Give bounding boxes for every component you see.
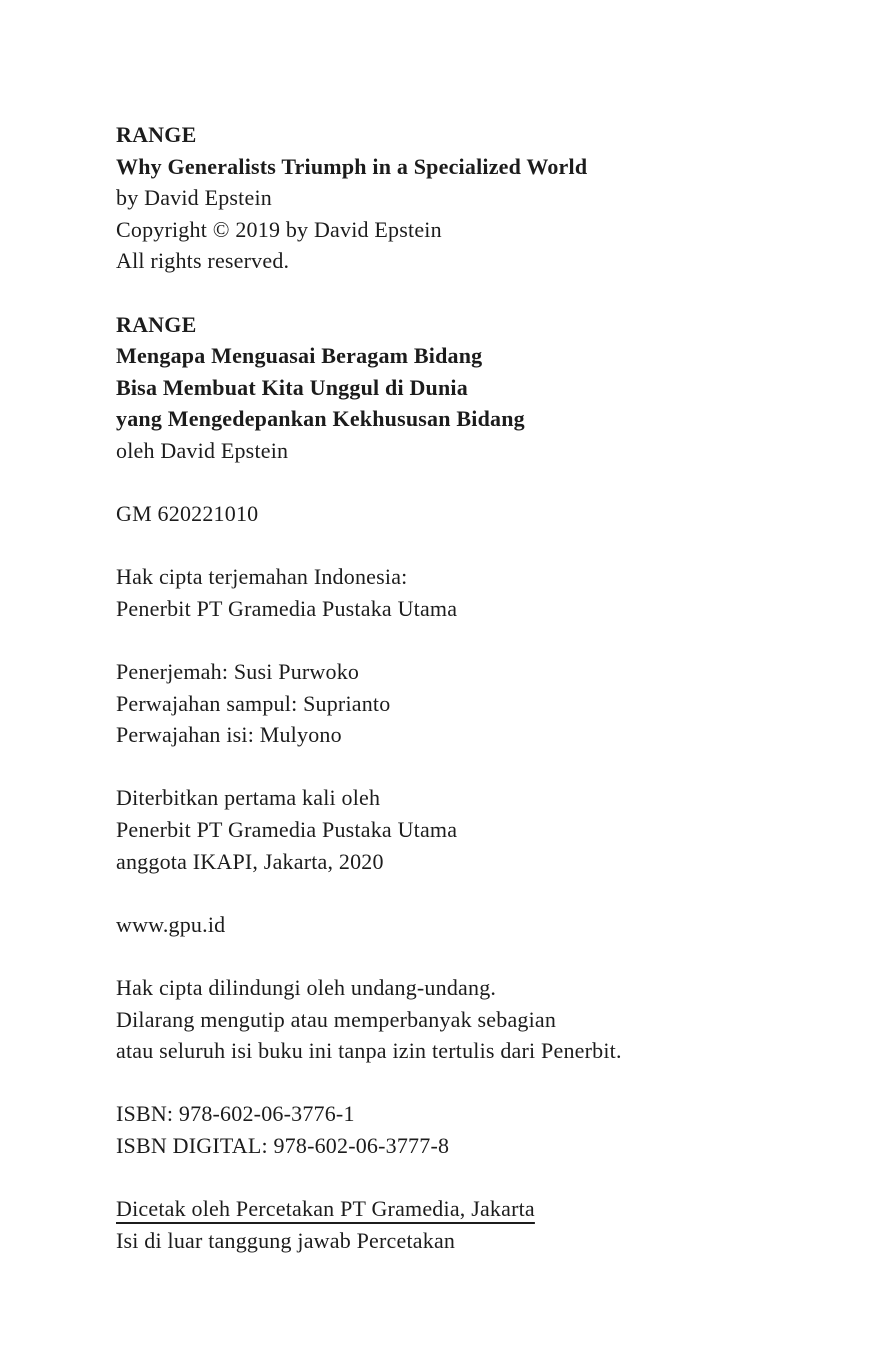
legal-notice-block: [116, 972, 796, 1067]
translated-title: RANGE: [116, 311, 197, 337]
website-block: [116, 909, 796, 941]
translated-subtitle-line-2: Bisa Membuat Kita Unggul di Dunia: [116, 374, 468, 400]
layout-design-credit: Perwajahan isi: Mulyono: [116, 722, 342, 748]
translation-rights-publisher: Penerbit PT Gramedia Pustaka Utama: [116, 595, 458, 621]
credits-block: [116, 656, 796, 751]
rights-reserved-line: All rights reserved.: [116, 248, 290, 274]
translation-rights-block: [116, 561, 796, 624]
cover-design-credit: Perwajahan sampul: Suprianto: [116, 690, 391, 716]
legal-notice-line-2: Dilarang mengutip atau memperbanyak sebagian: [116, 1006, 557, 1032]
publisher-name-line: Penerbit PT Gramedia Pustaka Utama: [116, 817, 458, 843]
isbn-block: [116, 1098, 796, 1161]
printing-block: [116, 1193, 796, 1256]
legal-notice-line-1: Hak cipta dilindungi oleh undang-undang.: [116, 975, 497, 1001]
publication-block: [116, 782, 796, 877]
translated-subtitle-line-1: Mengapa Menguasai Beragam Bidang: [116, 343, 483, 369]
printer-line: Dicetak oleh Percetakan PT Gramedia, Jakarta: [116, 1196, 535, 1222]
original-subtitle: Why Generalists Triumph in a Specialized World: [116, 153, 588, 179]
isbn-print: ISBN: 978-602-06-3776-1: [116, 1101, 355, 1127]
first-published-line: Diterbitkan pertama kali oleh: [116, 785, 381, 811]
original-author-line: by David Epstein: [116, 185, 272, 211]
legal-notice-line-3: atau seluruh isi buku ini tanpa izin tertulis dari Penerbit.: [116, 1038, 622, 1064]
gm-number-block: [116, 498, 796, 530]
indonesian-edition-block: [116, 309, 796, 467]
original-title: RANGE: [116, 122, 197, 147]
ikapi-membership-line: anggota IKAPI, Jakarta, 2020: [116, 848, 384, 874]
publisher-website: www.gpu.id: [116, 911, 226, 937]
isbn-digital: ISBN DIGITAL: 978-602-06-3777-8: [116, 1133, 450, 1158]
original-edition-block: [116, 119, 796, 277]
copyright-notice: Copyright © 2019 by David Epstein: [116, 216, 442, 242]
printer-disclaimer-line: Isi di luar tanggung jawab Percetakan: [116, 1227, 456, 1253]
translated-subtitle-line-3: yang Mengedepankan Kekhususan Bidang: [116, 406, 525, 432]
translation-rights-label: Hak cipta terjemahan Indonesia:: [116, 564, 408, 590]
translator-credit: Penerjemah: Susi Purwoko: [116, 659, 360, 685]
gm-number: GM 620221010: [116, 501, 259, 527]
translated-author-line: oleh David Epstein: [116, 437, 289, 463]
